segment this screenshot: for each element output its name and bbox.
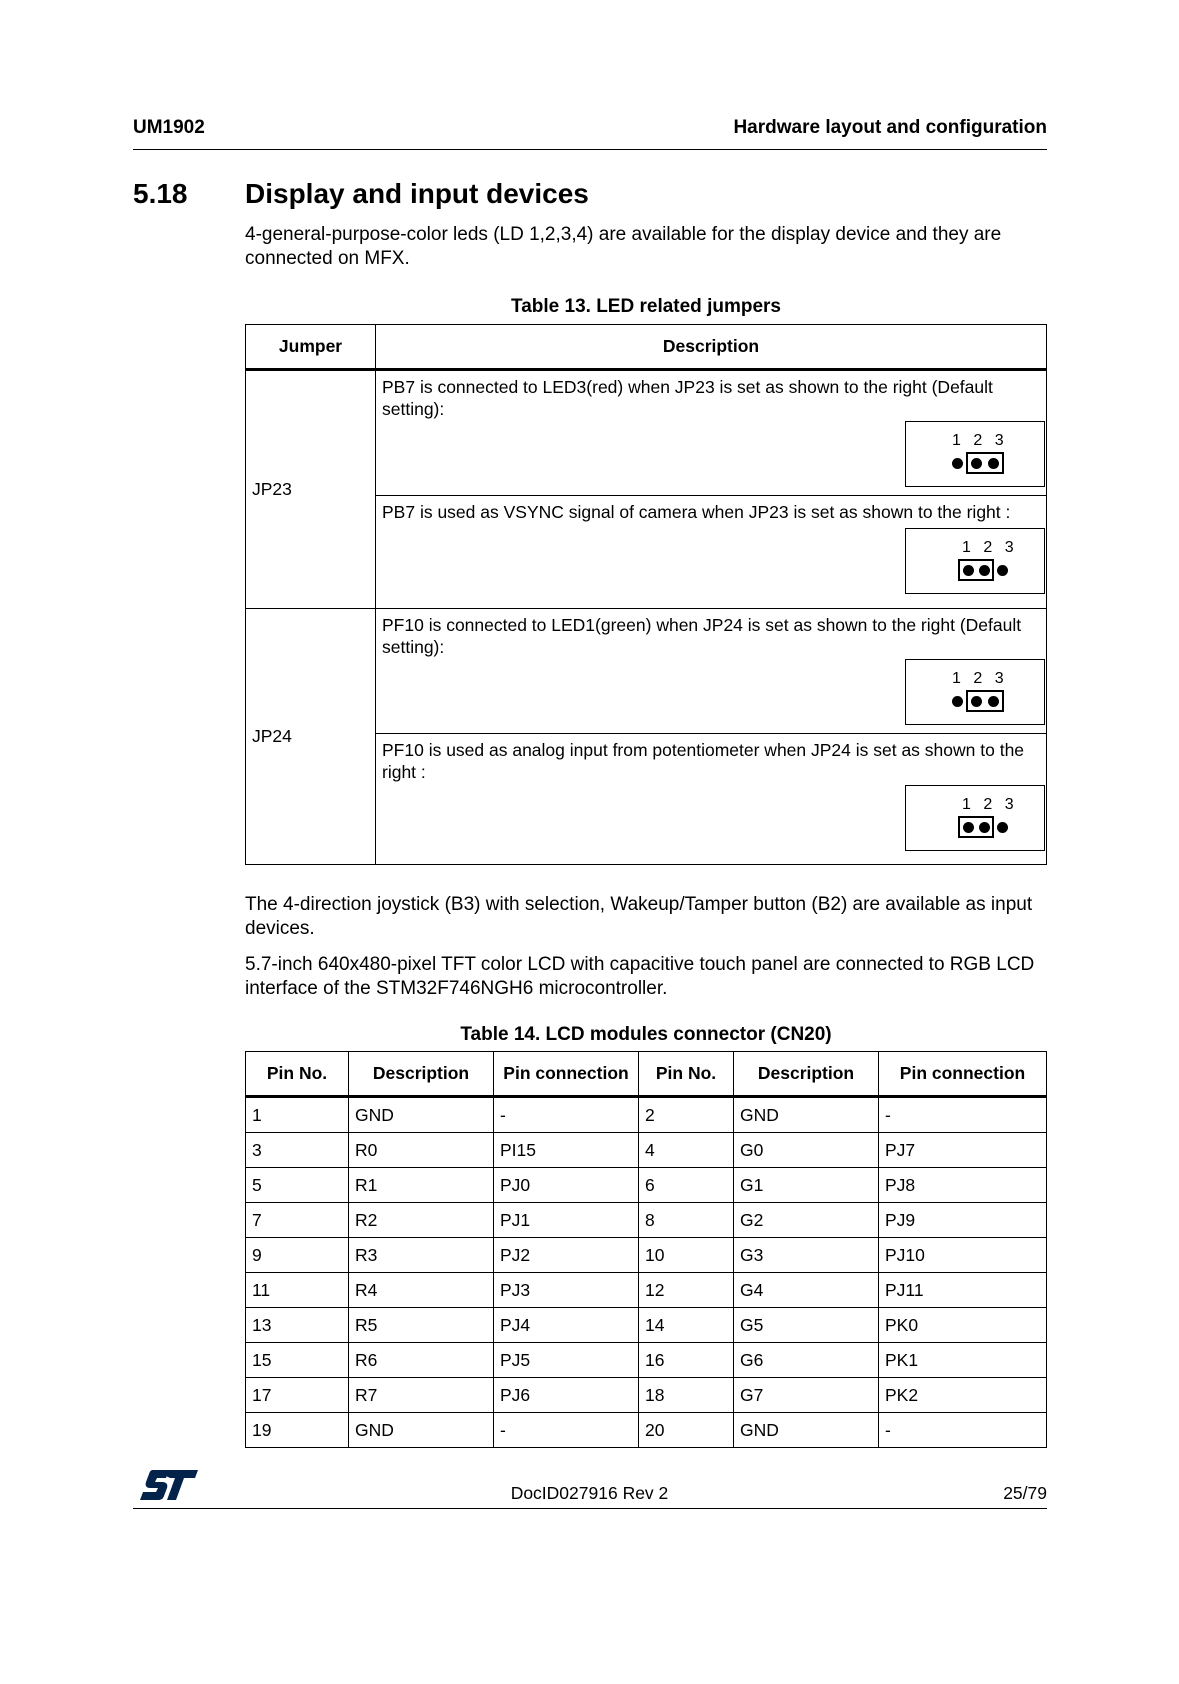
table-cell: 18: [639, 1378, 734, 1413]
pin-dot: [971, 458, 982, 469]
table-cell: 16: [639, 1343, 734, 1378]
footer-page-number: 25/79: [1003, 1483, 1047, 1503]
table-row: [246, 1238, 1047, 1273]
table-row: [246, 1413, 1047, 1448]
table-header-cell: Pin connection: [494, 1052, 639, 1097]
table-cell: 17: [246, 1378, 349, 1413]
table-row: [246, 1168, 1047, 1203]
table-header-cell: Pin No.: [246, 1052, 349, 1097]
table-body: [246, 1097, 1047, 1448]
table-header-jumper: Jumper: [246, 325, 376, 370]
pin-dot: [988, 458, 999, 469]
table-cell: G6: [734, 1343, 879, 1378]
table-cell: R1: [349, 1168, 494, 1203]
footer-doc-ref: DocID027916 Rev 2: [510, 1483, 669, 1503]
table-row: [246, 1378, 1047, 1413]
lcd-paragraph: 5.7-inch 640x480-pixel TFT color LCD with capacitive touch panel are connected to RGB LCD interface of the STM32F746NGH6 microcontroller.: [245, 954, 1035, 999]
table-cell: R4: [349, 1273, 494, 1308]
pin-dot: [979, 565, 990, 576]
table-cell: 3: [246, 1133, 349, 1168]
table-cell: -: [494, 1097, 639, 1133]
table-cell: PJ6: [494, 1378, 639, 1413]
table-cell: GND: [349, 1413, 494, 1448]
jumper-pin-numbers: 1 2 3: [962, 539, 1018, 556]
table-cell: PJ4: [494, 1308, 639, 1343]
table-cell: R2: [349, 1203, 494, 1238]
table-header-cell: Description: [734, 1052, 879, 1097]
table-cell: R7: [349, 1378, 494, 1413]
table-header-cell: Pin No.: [639, 1052, 734, 1097]
table-cell: G5: [734, 1308, 879, 1343]
table-cell: 7: [246, 1203, 349, 1238]
jumper-pin-numbers: 1 2 3: [952, 670, 1008, 687]
jumper-diagram-2-3: [905, 659, 1045, 725]
table-row: [246, 1133, 1047, 1168]
table-cell: 11: [246, 1273, 349, 1308]
header-rule: [133, 149, 1047, 150]
table-cell: -: [879, 1097, 1047, 1133]
table-cell: 8: [639, 1203, 734, 1238]
table-cell: 12: [639, 1273, 734, 1308]
table-cell: 6: [639, 1168, 734, 1203]
jumper-label: JP24: [246, 609, 376, 865]
table-cell: PJ11: [879, 1273, 1047, 1308]
table-cell: PJ2: [494, 1238, 639, 1273]
lcd-connector-table: [245, 1051, 1047, 1448]
led-jumpers-table: [245, 324, 1047, 865]
jumper-pin-numbers: 1 2 3: [952, 432, 1008, 449]
table-cell: 20: [639, 1413, 734, 1448]
table-cell: GND: [349, 1097, 494, 1133]
table-cell: PJ1: [494, 1203, 639, 1238]
table-cell: PJ10: [879, 1238, 1047, 1273]
table-cell: PJ9: [879, 1203, 1047, 1238]
table-row: [246, 370, 1047, 496]
table-cell: PJ8: [879, 1168, 1047, 1203]
table-cell: 5: [246, 1168, 349, 1203]
table-cell: 1: [246, 1097, 349, 1133]
table13-caption: Table 13. LED related jumpers: [511, 296, 781, 317]
table-cell: R5: [349, 1308, 494, 1343]
table-row: [246, 1097, 1047, 1133]
table-cell: G3: [734, 1238, 879, 1273]
pin-dot: [988, 696, 999, 707]
table-cell: G1: [734, 1168, 879, 1203]
table-row: [246, 1308, 1047, 1343]
table-cell: GND: [734, 1097, 879, 1133]
table-cell: R3: [349, 1238, 494, 1273]
table-cell: PJ3: [494, 1273, 639, 1308]
table-row: [246, 1343, 1047, 1378]
jumper-option: [376, 370, 1047, 496]
section-number: 5.18: [133, 178, 188, 209]
table-cell: PJ5: [494, 1343, 639, 1378]
table-cell: PJ7: [879, 1133, 1047, 1168]
table-cell: -: [879, 1413, 1047, 1448]
header-doc-id: UM1902: [133, 117, 205, 138]
pin-dot: [997, 565, 1008, 576]
option-description: PB7 is used as VSYNC signal of camera when JP23 is set as shown to the right :: [382, 502, 1011, 522]
table-cell: 9: [246, 1238, 349, 1273]
pin-dot: [971, 696, 982, 707]
table-row: [246, 609, 1047, 734]
table-cell: 2: [639, 1097, 734, 1133]
pin-dot: [952, 458, 963, 469]
pin-dot: [963, 565, 974, 576]
jumper-diagram-1-2: [905, 528, 1045, 594]
jumper-pin-numbers: 1 2 3: [962, 796, 1018, 813]
table-cell: G0: [734, 1133, 879, 1168]
table-cell: PK1: [879, 1343, 1047, 1378]
jumper-diagram-1-2: [905, 785, 1045, 851]
table-header-cell: Pin connection: [879, 1052, 1047, 1097]
jumper-option: [376, 609, 1047, 734]
pin-dot: [979, 822, 990, 833]
option-description: PF10 is connected to LED1(green) when JP24 is set as shown to the right (Default setting):: [382, 615, 1022, 657]
header-section: Hardware layout and configuration: [733, 117, 1047, 138]
table-cell: R0: [349, 1133, 494, 1168]
table-cell: G2: [734, 1203, 879, 1238]
intro-paragraph: 4-general-purpose-color leds (LD 1,2,3,4) are available for the display device and they are connected on MFX.: [245, 224, 1002, 269]
table-cell: 13: [246, 1308, 349, 1343]
jumper-label: JP23: [246, 370, 376, 609]
table-cell: G4: [734, 1273, 879, 1308]
table-header-row: [246, 325, 1047, 370]
table-header-cell: Description: [349, 1052, 494, 1097]
table-cell: 15: [246, 1343, 349, 1378]
table-header-description: Description: [376, 325, 1047, 370]
table-row: [246, 1273, 1047, 1308]
table-cell: 14: [639, 1308, 734, 1343]
table14-caption: Table 14. LCD modules connector (CN20): [460, 1024, 832, 1045]
table-cell: PI15: [494, 1133, 639, 1168]
table-cell: -: [494, 1413, 639, 1448]
table-cell: G7: [734, 1378, 879, 1413]
table-cell: R6: [349, 1343, 494, 1378]
pin-dot: [963, 822, 974, 833]
option-description: PB7 is connected to LED3(red) when JP23 is set as shown to the right (Default setting):: [382, 377, 993, 419]
table-row: [246, 1203, 1047, 1238]
input-devices-paragraph: The 4-direction joystick (B3) with selection, Wakeup/Tamper button (B2) are available as input devices.: [245, 894, 1033, 939]
jumper-option: [376, 496, 1047, 609]
table-cell: PK2: [879, 1378, 1047, 1413]
table-cell: PJ0: [494, 1168, 639, 1203]
table-cell: PK0: [879, 1308, 1047, 1343]
jumper-option: [376, 734, 1047, 865]
table-cell: 19: [246, 1413, 349, 1448]
table-header-row: [246, 1052, 1047, 1097]
pin-dot: [997, 822, 1008, 833]
table-cell: 10: [639, 1238, 734, 1273]
footer-rule: [133, 1508, 1047, 1509]
section-title: Display and input devices: [245, 178, 589, 209]
jumper-diagram-2-3: [905, 421, 1045, 487]
table-cell: GND: [734, 1413, 879, 1448]
table-cell: 4: [639, 1133, 734, 1168]
pin-dot: [952, 696, 963, 707]
option-description: PF10 is used as analog input from potentiometer when JP24 is set as shown to the right :: [382, 740, 1025, 782]
logo-text: ST: [140, 1468, 142, 1469]
